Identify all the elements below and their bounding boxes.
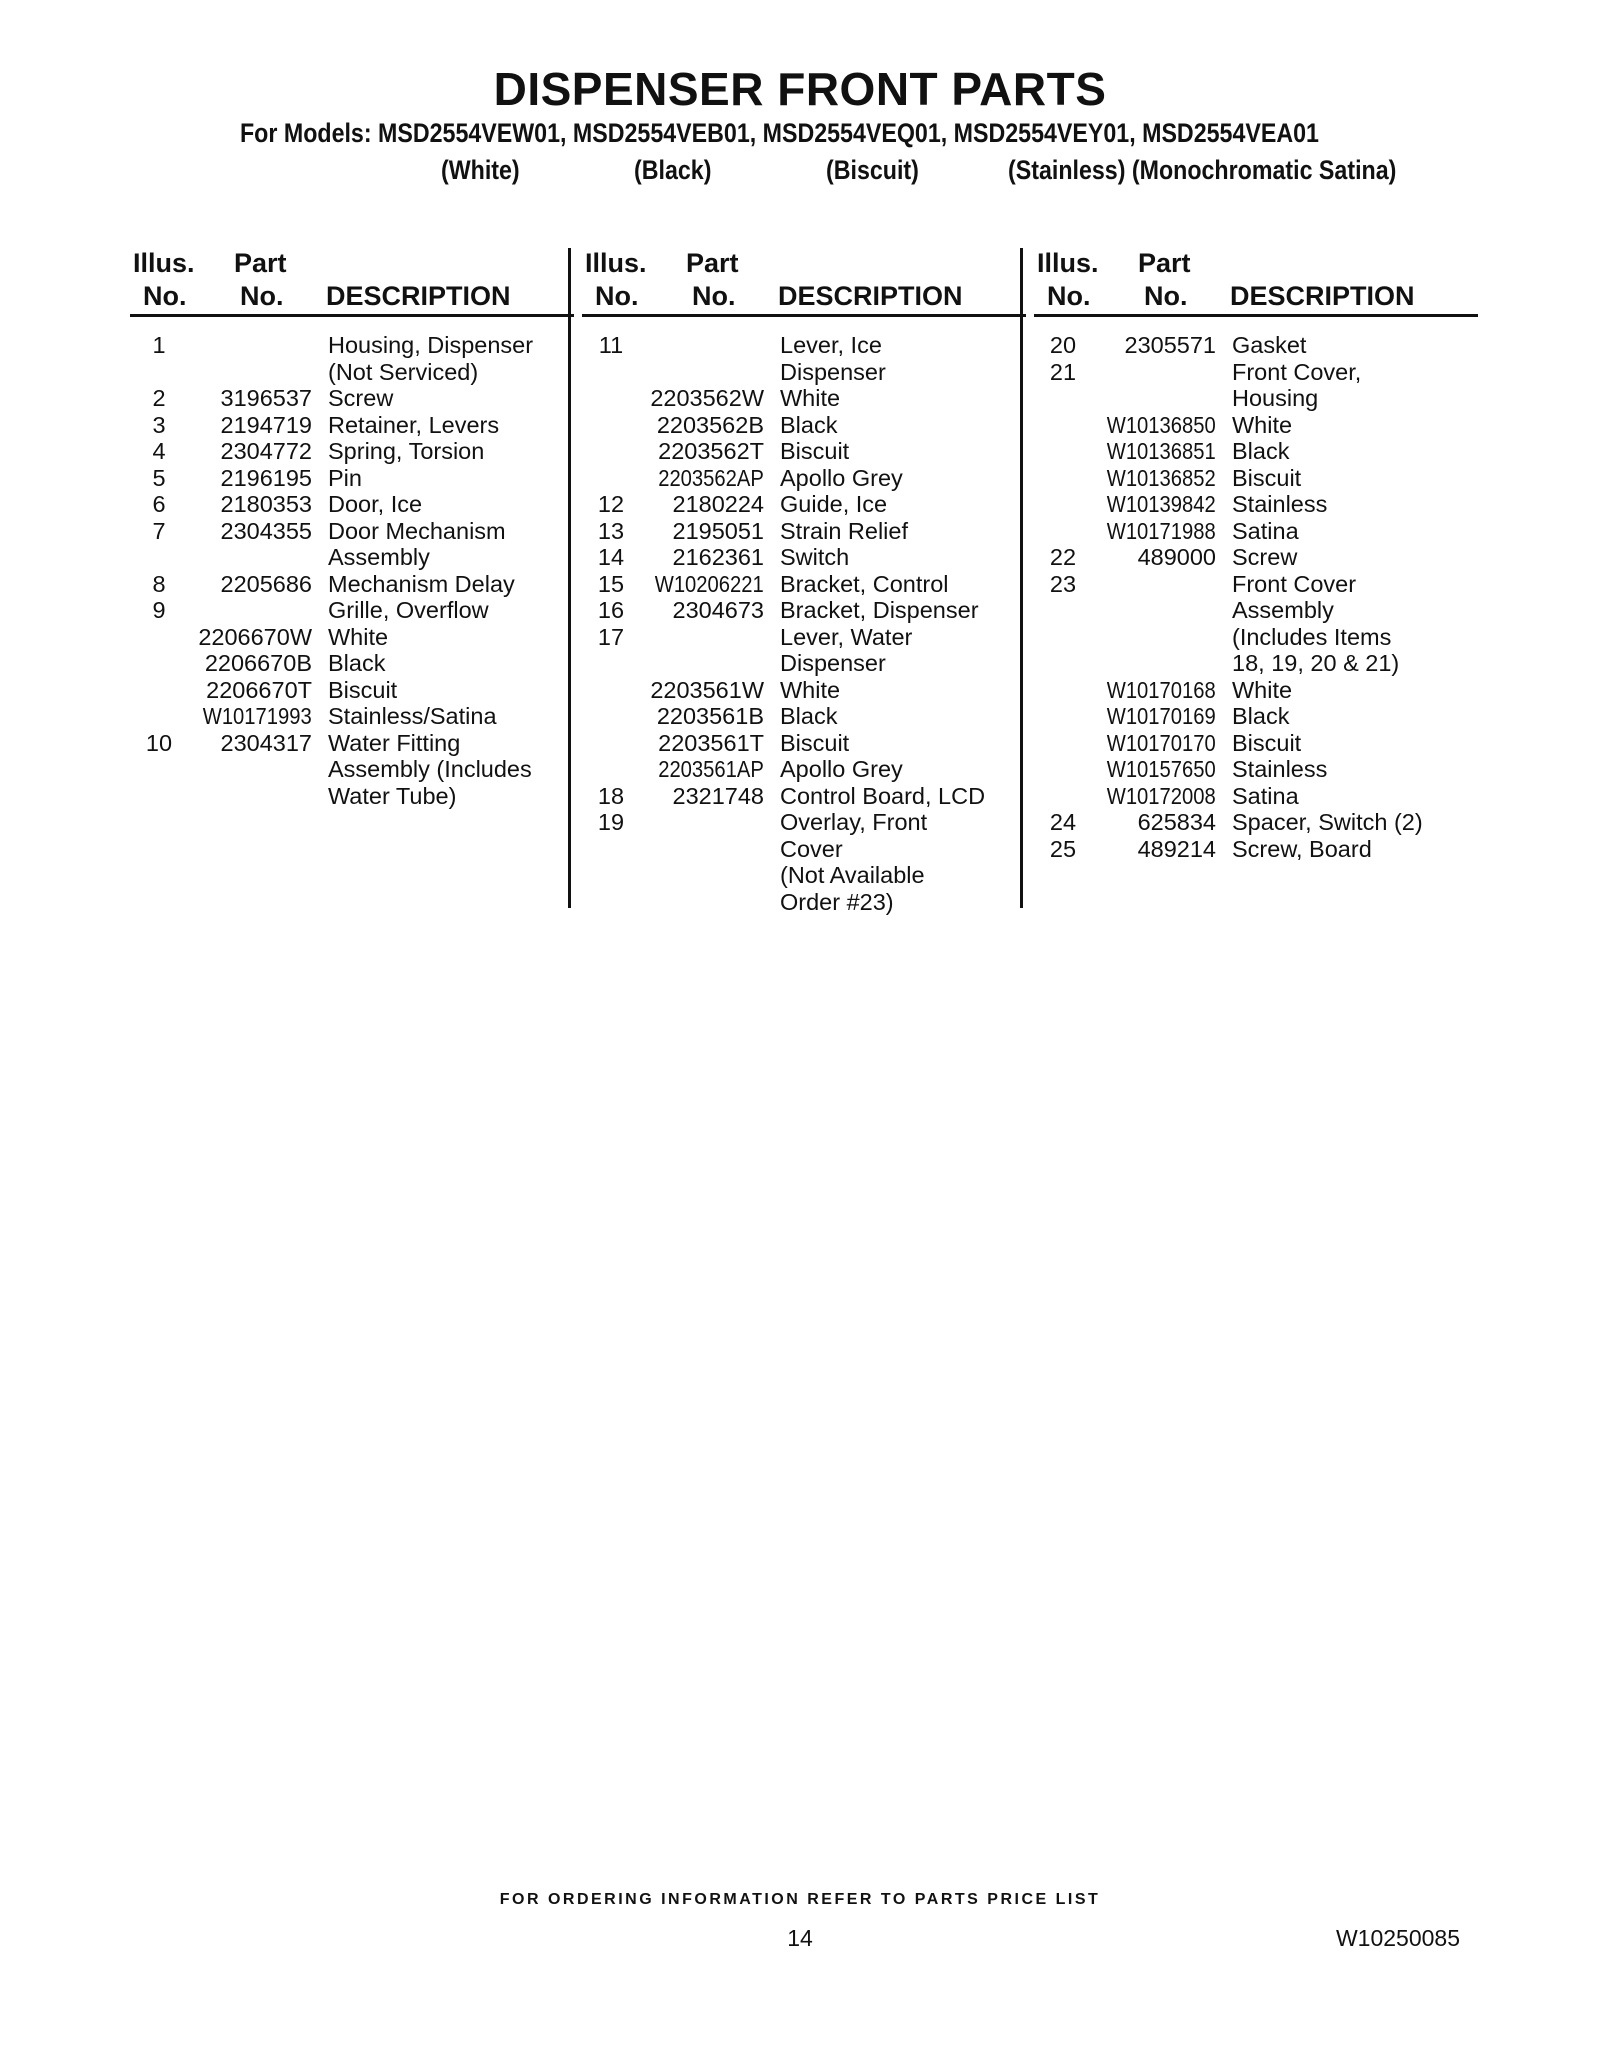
parts-row (130, 385, 574, 412)
part-number: 2304772 (220, 438, 312, 464)
part-number: 2203562AP (658, 464, 764, 491)
part-number: 2194719 (220, 411, 312, 438)
part-number: 2180353 (220, 491, 312, 517)
illus-number: 20 (1049, 332, 1077, 358)
part-description: Spacer, Switch (2) (1232, 809, 1423, 835)
part-number: 625834 (1137, 809, 1216, 835)
illus-number: 3 (152, 411, 166, 438)
illus-number: 13 (597, 517, 625, 544)
illus-no-header: No. (595, 281, 639, 311)
parts-row (1034, 332, 1478, 359)
part-number: W10139842 (1106, 491, 1216, 517)
parts-row (1034, 385, 1478, 412)
parts-row (582, 359, 1026, 386)
illus-number: 1 (152, 332, 166, 358)
parts-rows (582, 332, 1026, 915)
part-description: Apollo Grey (780, 756, 903, 782)
part-description: Stainless (1232, 491, 1328, 517)
part-description: Screw, Board (1232, 835, 1372, 862)
parts-row (582, 385, 1026, 412)
parts-row (582, 412, 1026, 439)
illus-number: 25 (1049, 835, 1077, 862)
part-number: 2206670T (206, 676, 312, 703)
parts-row (130, 438, 574, 465)
part-description: Guide, Ice (780, 491, 888, 517)
part-number: 2203561W (650, 676, 764, 703)
part-description: Overlay, Front (780, 809, 928, 835)
part-number: 2203561B (656, 703, 764, 729)
part-number: 2203562B (656, 411, 764, 438)
part-description: Dispenser (780, 358, 886, 385)
part-number: 2304355 (220, 517, 312, 544)
part-description: White (780, 385, 841, 411)
part-description: Lever, Water (780, 623, 913, 650)
parts-row (1034, 809, 1478, 836)
parts-row (582, 783, 1026, 810)
part-description: Pin (328, 464, 362, 491)
illus-number: 8 (152, 570, 166, 597)
part-description: Black (780, 411, 838, 438)
parts-row (1034, 597, 1478, 624)
parts-row (1034, 544, 1478, 571)
parts-row (130, 571, 574, 598)
illus-header: Illus. (1037, 248, 1099, 278)
part-description: Cover (780, 835, 843, 862)
models-line: For Models: MSD2554VEW01, MSD2554VEB01, MSD2554VEQ01, MSD2554VEY01, MSD2554VEA01 (240, 118, 1319, 148)
column-header (1034, 248, 1478, 317)
part-number: 2206670B (204, 650, 312, 676)
parts-row (1034, 518, 1478, 545)
part-description: Front Cover (1232, 570, 1357, 597)
page-number: 14 (787, 1925, 813, 1951)
parts-row (582, 809, 1026, 836)
parts-row (582, 518, 1026, 545)
part-description: White (1232, 411, 1293, 438)
part-number: 2195051 (672, 517, 764, 544)
part-description: Water Fitting (328, 729, 461, 756)
part-description: 18, 19, 20 & 21) (1232, 650, 1400, 676)
illus-no-header: No. (143, 281, 187, 311)
parts-row (130, 491, 574, 518)
parts-row (130, 359, 574, 386)
ordering-note: FOR ORDERING INFORMATION REFER TO PARTS PRICE LIST (499, 1891, 1101, 1908)
description-header: DESCRIPTION (326, 281, 511, 311)
parts-row (582, 624, 1026, 651)
part-number: 2196195 (220, 464, 312, 491)
part-description: (Not Available (780, 862, 925, 888)
part-description: Stainless (1232, 756, 1328, 782)
page-title: DISPENSER FRONT PARTS (493, 63, 1107, 115)
part-description: Retainer, Levers (328, 411, 500, 438)
parts-row (130, 412, 574, 439)
parts-row (1034, 703, 1478, 730)
part-number: W10171993 (202, 703, 312, 729)
part-number: W10170169 (1106, 703, 1216, 729)
part-number: 2206670W (198, 623, 312, 650)
part-description: Satina (1232, 782, 1299, 809)
parts-column-3 (1034, 248, 1478, 862)
color-label-black: (Black) (634, 155, 712, 185)
parts-row (1034, 438, 1478, 465)
part-number: W10136850 (1106, 411, 1216, 438)
parts-row (130, 756, 574, 783)
part-description: Gasket (1232, 332, 1307, 358)
illus-number: 24 (1049, 809, 1077, 835)
parts-row (130, 518, 574, 545)
parts-row (130, 730, 574, 757)
parts-row (582, 677, 1026, 704)
illus-number: 11 (598, 332, 624, 358)
illus-number: 19 (597, 809, 625, 835)
part-description: Biscuit (1232, 729, 1302, 756)
part-description: White (780, 676, 841, 703)
part-no-header: No. (240, 281, 284, 311)
part-description: Spring, Torsion (328, 438, 485, 464)
illus-number: 9 (152, 597, 166, 623)
illus-number: 12 (597, 491, 625, 517)
part-description: (Includes Items (1232, 623, 1392, 650)
parts-row (582, 465, 1026, 492)
illus-number: 22 (1049, 544, 1077, 570)
part-number: 2305571 (1124, 332, 1216, 358)
part-number: 2162361 (672, 544, 764, 570)
part-number: 2321748 (672, 782, 764, 809)
part-description: Control Board, LCD (780, 782, 986, 809)
illus-no-header: No. (1047, 281, 1091, 311)
part-description: Black (1232, 438, 1290, 464)
part-description: Housing (1232, 385, 1319, 411)
illus-header: Illus. (133, 248, 195, 278)
parts-row (582, 756, 1026, 783)
part-description: Biscuit (780, 729, 850, 756)
illus-number: 2 (152, 385, 166, 411)
part-description: (Not Serviced) (328, 358, 479, 385)
color-label-stainless-satina: (Stainless) (Monochromatic Satina) (1008, 155, 1397, 185)
part-description: Black (780, 703, 838, 729)
part-description: Screw (328, 385, 394, 411)
color-label-white: (White) (441, 155, 520, 185)
part-number: 2203561T (658, 729, 764, 756)
parts-row (1034, 783, 1478, 810)
parts-row (1034, 359, 1478, 386)
part-description: Biscuit (780, 438, 850, 464)
part-number: W10171988 (1106, 517, 1216, 544)
part-description: Assembly (1232, 597, 1334, 623)
part-description: Black (1232, 703, 1290, 729)
parts-row (1034, 650, 1478, 677)
illus-number: 6 (152, 491, 166, 517)
document-number: W10250085 (1335, 1925, 1460, 1951)
parts-row (130, 650, 574, 677)
part-header: Part (1138, 248, 1191, 278)
part-no-header: No. (1144, 281, 1188, 311)
part-number: 489000 (1137, 544, 1216, 570)
part-description: Stainless/Satina (328, 703, 497, 729)
illus-header: Illus. (585, 248, 647, 278)
parts-row (582, 703, 1026, 730)
part-number: 3196537 (220, 385, 312, 411)
parts-row (1034, 836, 1478, 863)
parts-row (582, 438, 1026, 465)
part-description: Screw (1232, 544, 1298, 570)
part-description: Apollo Grey (780, 464, 903, 491)
parts-row (1034, 677, 1478, 704)
parts-row (582, 597, 1026, 624)
part-description: Biscuit (328, 676, 398, 703)
parts-row (582, 544, 1026, 571)
parts-column-2 (582, 248, 1026, 915)
part-description: White (1232, 676, 1293, 703)
parts-row (582, 836, 1026, 863)
part-number: 2203562T (658, 438, 764, 464)
part-number: W10157650 (1106, 756, 1216, 782)
part-number: 489214 (1137, 835, 1216, 862)
part-number: W10136851 (1106, 438, 1216, 464)
part-description: Dispenser (780, 650, 886, 676)
illus-number: 18 (597, 782, 625, 809)
parts-row (1034, 571, 1478, 598)
parts-row (1034, 412, 1478, 439)
parts-column-1 (130, 248, 574, 809)
illus-number: 7 (152, 517, 166, 544)
parts-row (130, 783, 574, 810)
part-number: 2180224 (672, 491, 764, 517)
part-number: 2205686 (220, 570, 312, 597)
part-description: Lever, Ice (780, 332, 882, 358)
part-description: Door, Ice (328, 491, 423, 517)
parts-row (582, 730, 1026, 757)
parts-row (1034, 730, 1478, 757)
column-header (130, 248, 574, 317)
part-header: Part (234, 248, 287, 278)
part-description: Mechanism Delay (328, 570, 515, 597)
part-number: W10136852 (1106, 464, 1216, 491)
part-description: Bracket, Control (780, 570, 949, 597)
part-description: Housing, Dispenser (328, 332, 534, 358)
illus-number: 14 (597, 544, 625, 570)
column-divider (568, 248, 571, 908)
parts-row (1034, 465, 1478, 492)
part-number: W10172008 (1106, 782, 1216, 809)
parts-row (582, 862, 1026, 889)
parts-rows (130, 332, 574, 809)
part-number: W10170168 (1106, 676, 1216, 703)
part-description: Bracket, Dispenser (780, 597, 979, 623)
part-number: 2304673 (672, 597, 764, 623)
part-description: Door Mechanism (328, 517, 506, 544)
parts-row (130, 544, 574, 571)
part-description: Switch (780, 544, 850, 570)
parts-row (1034, 756, 1478, 783)
illus-number: 10 (145, 729, 173, 756)
part-description: Strain Relief (780, 517, 908, 544)
part-description: Front Cover, (1232, 358, 1362, 385)
column-divider (1020, 248, 1023, 908)
part-number: 2203562W (650, 385, 764, 411)
column-header (582, 248, 1026, 317)
parts-row (582, 332, 1026, 359)
parts-row (582, 491, 1026, 518)
parts-row (130, 703, 574, 730)
part-description: Black (328, 650, 386, 676)
part-number: W10170170 (1106, 729, 1216, 756)
illus-number: 5 (152, 464, 166, 491)
parts-row (130, 677, 574, 704)
parts-row (1034, 624, 1478, 651)
part-description: Grille, Overflow (328, 597, 489, 623)
part-number: 2203561AP (658, 756, 764, 782)
parts-row (1034, 491, 1478, 518)
parts-row (582, 571, 1026, 598)
parts-row (582, 889, 1026, 916)
part-description: Assembly (Includes (328, 756, 532, 782)
part-number: 2304317 (220, 729, 312, 756)
illus-number: 15 (597, 570, 625, 597)
part-description: Order #23) (780, 888, 894, 915)
illus-number: 17 (597, 623, 625, 650)
part-header: Part (686, 248, 739, 278)
part-number: W10206221 (654, 570, 764, 597)
parts-row (582, 650, 1026, 677)
description-header: DESCRIPTION (778, 281, 963, 311)
illus-number: 21 (1049, 358, 1077, 385)
part-no-header: No. (692, 281, 736, 311)
parts-row (130, 624, 574, 651)
part-description: Biscuit (1232, 464, 1302, 491)
illus-number: 16 (597, 597, 625, 623)
illus-number: 23 (1049, 570, 1077, 597)
parts-row (130, 332, 574, 359)
part-description: White (328, 623, 389, 650)
illus-number: 4 (152, 438, 166, 464)
color-label-biscuit: (Biscuit) (826, 155, 919, 185)
parts-rows (1034, 332, 1478, 862)
parts-row (130, 465, 574, 492)
part-description: Satina (1232, 517, 1299, 544)
description-header: DESCRIPTION (1230, 281, 1415, 311)
part-description: Assembly (328, 544, 430, 570)
part-description: Water Tube) (328, 782, 457, 809)
parts-row (130, 597, 574, 624)
